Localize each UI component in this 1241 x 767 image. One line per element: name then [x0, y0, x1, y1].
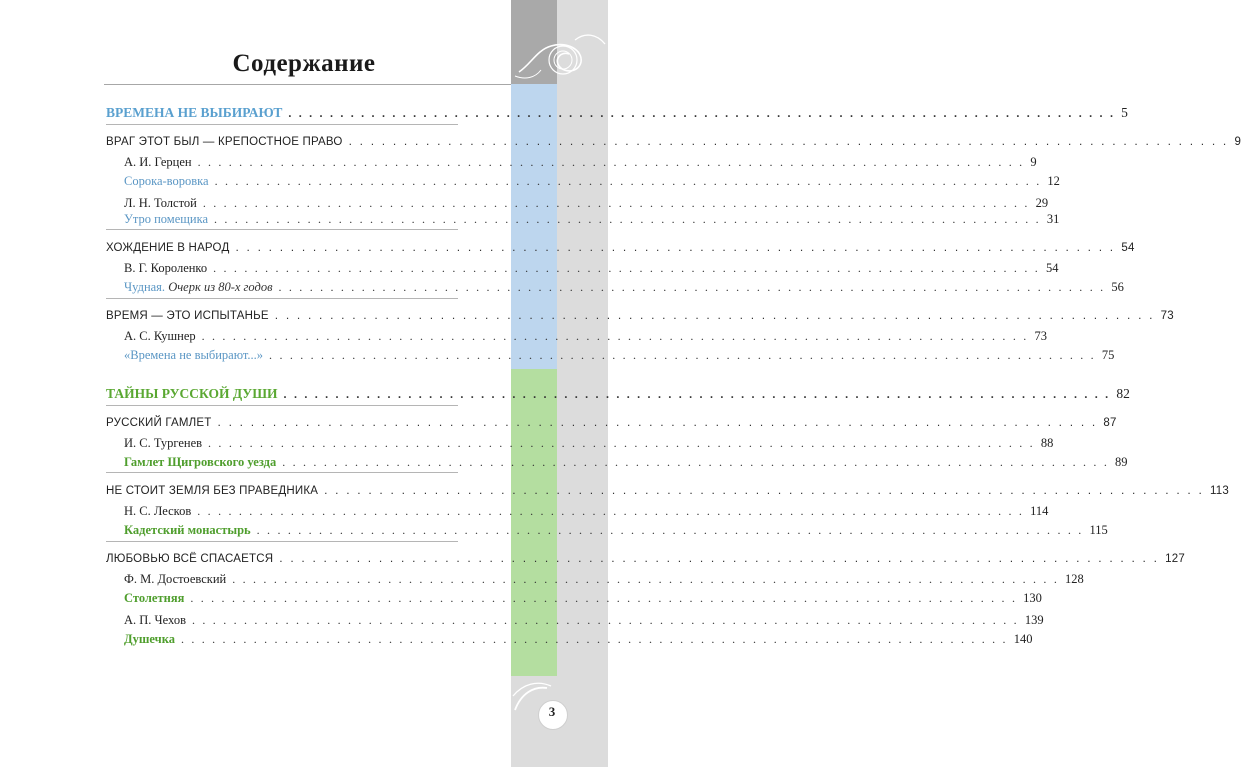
- toc-entry: [106, 345, 1115, 363]
- toc-leader-dots: . . . . . . . . . . . . . . . . . . . . . . . . . . . . . . . . . . . . . . . . . . . . . . . . . . . . . . . . . . . . . . . . . . . . . . . . . . . . . . . .: [324, 483, 1204, 497]
- toc-page-number: 127: [1165, 553, 1185, 565]
- toc-entry-title: ТАЙНЫ РУССКОЙ ДУШИ: [106, 386, 278, 401]
- toc-leader-dots: . . . . . . . . . . . . . . . . . . . . . . . . . . . . . . . . . . . . . . . . . . . . . . . . . . . . . . . . . . . . . . . . . . . . . . . . . . . . . . . .: [279, 551, 1160, 565]
- toc-entry: [106, 629, 1033, 647]
- toc-entry-title: Утро помещика: [124, 212, 208, 226]
- toc-leader-dots: . . . . . . . . . . . . . . . . . . . . . . . . . . . . . . . . . . . . . . . . . . . . . . . . . . . . . . . . . . . . . . . . . . . . . . . . . . . . . . . .: [213, 261, 1040, 275]
- toc-page-number: 139: [1024, 613, 1044, 627]
- toc-leader-dots: . . . . . . . . . . . . . . . . . . . . . . . . . . . . . . . . . . . . . . . . . . . . . . . . . . . . . . . . . . . . . . . . . . . . . . . . . . . . . . . .: [208, 436, 1035, 450]
- toc-leader-dots: . . . . . . . . . . . . . . . . . . . . . . . . . . . . . . . . . . . . . . . . . . . . . . . . . . . . . . . . . . . . . . . . . . . . . . . . . . . . . . . .: [190, 591, 1018, 605]
- toc-entry-title: НЕ СТОИТ ЗЕМЛЯ БЕЗ ПРАВЕДНИКА: [106, 485, 319, 497]
- toc-leader-dots: . . . . . . . . . . . . . . . . . . . . . . . . . . . . . . . . . . . . . . . . . . . . . . . . . . . . . . . . . . . . . . . . . . . . . . . . . . . . . . . .: [214, 174, 1042, 188]
- toc-entry-title: Н. С. Лесков: [124, 504, 192, 518]
- toc-page-number: 9: [1030, 155, 1037, 169]
- toc-leader-dots: . . . . . . . . . . . . . . . . . . . . . . . . . . . . . . . . . . . . . . . . . . . . . . . . . . . . . . . . . . . . . . . . . . . . . . . . . . . . . . . .: [214, 212, 1041, 226]
- toc-page-number: 87: [1103, 417, 1117, 429]
- toc-entry: [106, 411, 1117, 429]
- toc-page-number: 82: [1116, 386, 1130, 401]
- toc-entry: [106, 304, 1174, 322]
- section-divider: [106, 298, 458, 299]
- toc-entry: [106, 588, 1042, 606]
- toc-page-number: 73: [1034, 329, 1047, 343]
- toc-page-number: 12: [1047, 174, 1060, 188]
- toc-leader-dots: . . . . . . . . . . . . . . . . . . . . . . . . . . . . . . . . . . . . . . . . . . . . . . . . . . . . . . . . . . . . . . . . . . . . . . . . . . . . . . . .: [288, 106, 1116, 120]
- toc-entry: [106, 610, 1044, 628]
- section-divider: [106, 124, 458, 125]
- toc-leader-dots: . . . . . . . . . . . . . . . . . . . . . . . . . . . . . . . . . . . . . . . . . . . . . . . . . . . . . . . . . . . . . . . . . . . . . . . . . . . . . . . .: [283, 387, 1111, 401]
- toc-leader-dots: . . . . . . . . . . . . . . . . . . . . . . . . . . . . . . . . . . . . . . . . . . . . . . . . . . . . . . . . . . . . . . . . . . . . . . . . . . . . . . . .: [278, 280, 1106, 294]
- toc-entry-title: ВРЕМЯ — ЭТО ИСПЫТАНЬЕ: [106, 310, 269, 322]
- toc-entry-title: Чудная. Очерк из 80-х годов: [124, 280, 273, 294]
- toc-entry: [106, 384, 1130, 402]
- toc-page-number: 73: [1160, 310, 1174, 322]
- toc-entry: [106, 569, 1084, 587]
- toc-entry-title: Ф. М. Достоевский: [124, 572, 227, 586]
- toc-entry: [106, 103, 1128, 121]
- swirl-ornament-icon: [511, 20, 608, 84]
- toc-page-number: 89: [1115, 455, 1128, 469]
- toc-entry: [106, 152, 1037, 170]
- page-title: Содержание: [232, 50, 376, 77]
- toc-page-number: 54: [1045, 261, 1059, 275]
- toc-page-number: 75: [1101, 348, 1115, 362]
- toc-page-number: 9: [1234, 136, 1241, 148]
- toc-entry-title: И. С. Тургенев: [124, 436, 203, 450]
- toc-page-number: 140: [1013, 632, 1033, 646]
- toc-entry-title: Кадетский монастырь: [124, 523, 251, 537]
- page-number: 3: [548, 704, 556, 719]
- toc-entry-title: Л. Н. Толстой: [124, 196, 197, 210]
- toc-leader-dots: . . . . . . . . . . . . . . . . . . . . . . . . . . . . . . . . . . . . . . . . . . . . . . . . . . . . . . . . . . . . . . . . . . . . . . . . . . . . . . . .: [217, 415, 1098, 429]
- toc-entry-title: ХОЖДЕНИЕ В НАРОД: [106, 242, 230, 254]
- toc-entry: [106, 452, 1128, 470]
- toc-leader-dots: . . . . . . . . . . . . . . . . . . . . . . . . . . . . . . . . . . . . . . . . . . . . . . . . . . . . . . . . . . . . . . . . . . . . . . . . . . . . . . . .: [256, 523, 1084, 537]
- toc-entry: [106, 236, 1135, 254]
- toc-leader-dots: . . . . . . . . . . . . . . . . . . . . . . . . . . . . . . . . . . . . . . . . . . . . . . . . . . . . . . . . . . . . . . . . . . . . . . . . . . . . . . . .: [235, 240, 1116, 254]
- toc-entry: [106, 258, 1059, 276]
- toc-entry-title: ВРАГ ЭТОТ БЫЛ — КРЕПОСТНОЕ ПРАВО: [106, 136, 343, 148]
- toc-entry: [106, 433, 1054, 451]
- section-divider: [106, 405, 458, 406]
- section-divider: [106, 229, 458, 230]
- toc-entry-title: А. И. Герцен: [124, 155, 192, 169]
- toc-entry: [106, 501, 1049, 519]
- toc-leader-dots: . . . . . . . . . . . . . . . . . . . . . . . . . . . . . . . . . . . . . . . . . . . . . . . . . . . . . . . . . . . . . . . . . . . . . . . . . . . . . . . .: [269, 348, 1096, 362]
- toc-entry-title: «Времена не выбирают...»: [124, 348, 264, 362]
- toc-leader-dots: . . . . . . . . . . . . . . . . . . . . . . . . . . . . . . . . . . . . . . . . . . . . . . . . . . . . . . . . . . . . . . . . . . . . . . . . . . . . . . . .: [232, 572, 1060, 586]
- toc-page-number: 115: [1089, 523, 1108, 537]
- toc-page-number: 5: [1121, 105, 1128, 120]
- toc-leader-dots: . . . . . . . . . . . . . . . . . . . . . . . . . . . . . . . . . . . . . . . . . . . . . . . . . . . . . . . . . . . . . . . . . . . . . . . . . . . . . . . .: [274, 308, 1155, 322]
- toc-leader-dots: . . . . . . . . . . . . . . . . . . . . . . . . . . . . . . . . . . . . . . . . . . . . . . . . . . . . . . . . . . . . . . . . . . . . . . . . . . . . . . . .: [197, 155, 1025, 169]
- toc-page-number: 88: [1040, 436, 1054, 450]
- toc-page-number: 113: [1210, 485, 1229, 497]
- toc-entry: [106, 326, 1047, 344]
- toc-leader-dots: . . . . . . . . . . . . . . . . . . . . . . . . . . . . . . . . . . . . . . . . . . . . . . . . . . . . . . . . . . . . . . . . . . . . . . . . . . . . . . . .: [201, 329, 1029, 343]
- toc-leader-dots: . . . . . . . . . . . . . . . . . . . . . . . . . . . . . . . . . . . . . . . . . . . . . . . . . . . . . . . . . . . . . . . . . . . . . . . . . . . . . . . .: [348, 134, 1229, 148]
- toc-page-number: 56: [1111, 280, 1124, 294]
- toc-entry-title: Гамлет Щигровского уезда: [124, 455, 277, 469]
- toc-leader-dots: . . . . . . . . . . . . . . . . . . . . . . . . . . . . . . . . . . . . . . . . . . . . . . . . . . . . . . . . . . . . . . . . . . . . . . . . . . . . . . . .: [202, 196, 1030, 210]
- toc-entry-title: Столетняя: [124, 591, 185, 605]
- toc-entry-title: В. Г. Короленко: [124, 261, 208, 275]
- toc-page-number: 128: [1065, 572, 1084, 586]
- toc-leader-dots: . . . . . . . . . . . . . . . . . . . . . . . . . . . . . . . . . . . . . . . . . . . . . . . . . . . . . . . . . . . . . . . . . . . . . . . . . . . . . . . .: [282, 455, 1110, 469]
- toc-page-number: 114: [1030, 504, 1049, 518]
- toc-entry-title: РУССКИЙ ГАМЛЕТ: [106, 417, 212, 429]
- toc-entry-title: ВРЕМЕНА НЕ ВЫБИРАЮТ: [106, 105, 283, 120]
- title-divider: [104, 84, 511, 85]
- toc-entry: [106, 479, 1229, 497]
- toc-page-number: 31: [1046, 212, 1060, 226]
- toc-entry: [106, 520, 1108, 538]
- toc-leader-dots: . . . . . . . . . . . . . . . . . . . . . . . . . . . . . . . . . . . . . . . . . . . . . . . . . . . . . . . . . . . . . . . . . . . . . . . . . . . . . . . .: [180, 632, 1008, 646]
- toc-entry: [106, 547, 1185, 565]
- section-divider: [106, 472, 458, 473]
- toc-entry-title: А. П. Чехов: [124, 613, 186, 627]
- toc-leader-dots: . . . . . . . . . . . . . . . . . . . . . . . . . . . . . . . . . . . . . . . . . . . . . . . . . . . . . . . . . . . . . . . . . . . . . . . . . . . . . . . .: [192, 613, 1019, 627]
- toc-entry: [106, 209, 1060, 227]
- section-divider: [106, 541, 458, 542]
- toc-page-number: 130: [1023, 591, 1042, 605]
- toc-entry-title: А. С. Кушнер: [124, 329, 196, 343]
- toc-page-number: 29: [1035, 196, 1049, 210]
- toc-entry-title: Душечка: [124, 632, 175, 646]
- toc-entry: [106, 130, 1241, 148]
- toc-entry-title: Сорока-воровка: [124, 174, 209, 188]
- toc-leader-dots: . . . . . . . . . . . . . . . . . . . . . . . . . . . . . . . . . . . . . . . . . . . . . . . . . . . . . . . . . . . . . . . . . . . . . . . . . . . . . . . .: [197, 504, 1025, 518]
- toc-entry-title: ЛЮБОВЬЮ ВСЁ СПАСАЕТСЯ: [106, 553, 274, 565]
- toc-page-number: 54: [1121, 242, 1135, 254]
- toc-entry: [106, 171, 1060, 189]
- toc-entry: [106, 277, 1124, 295]
